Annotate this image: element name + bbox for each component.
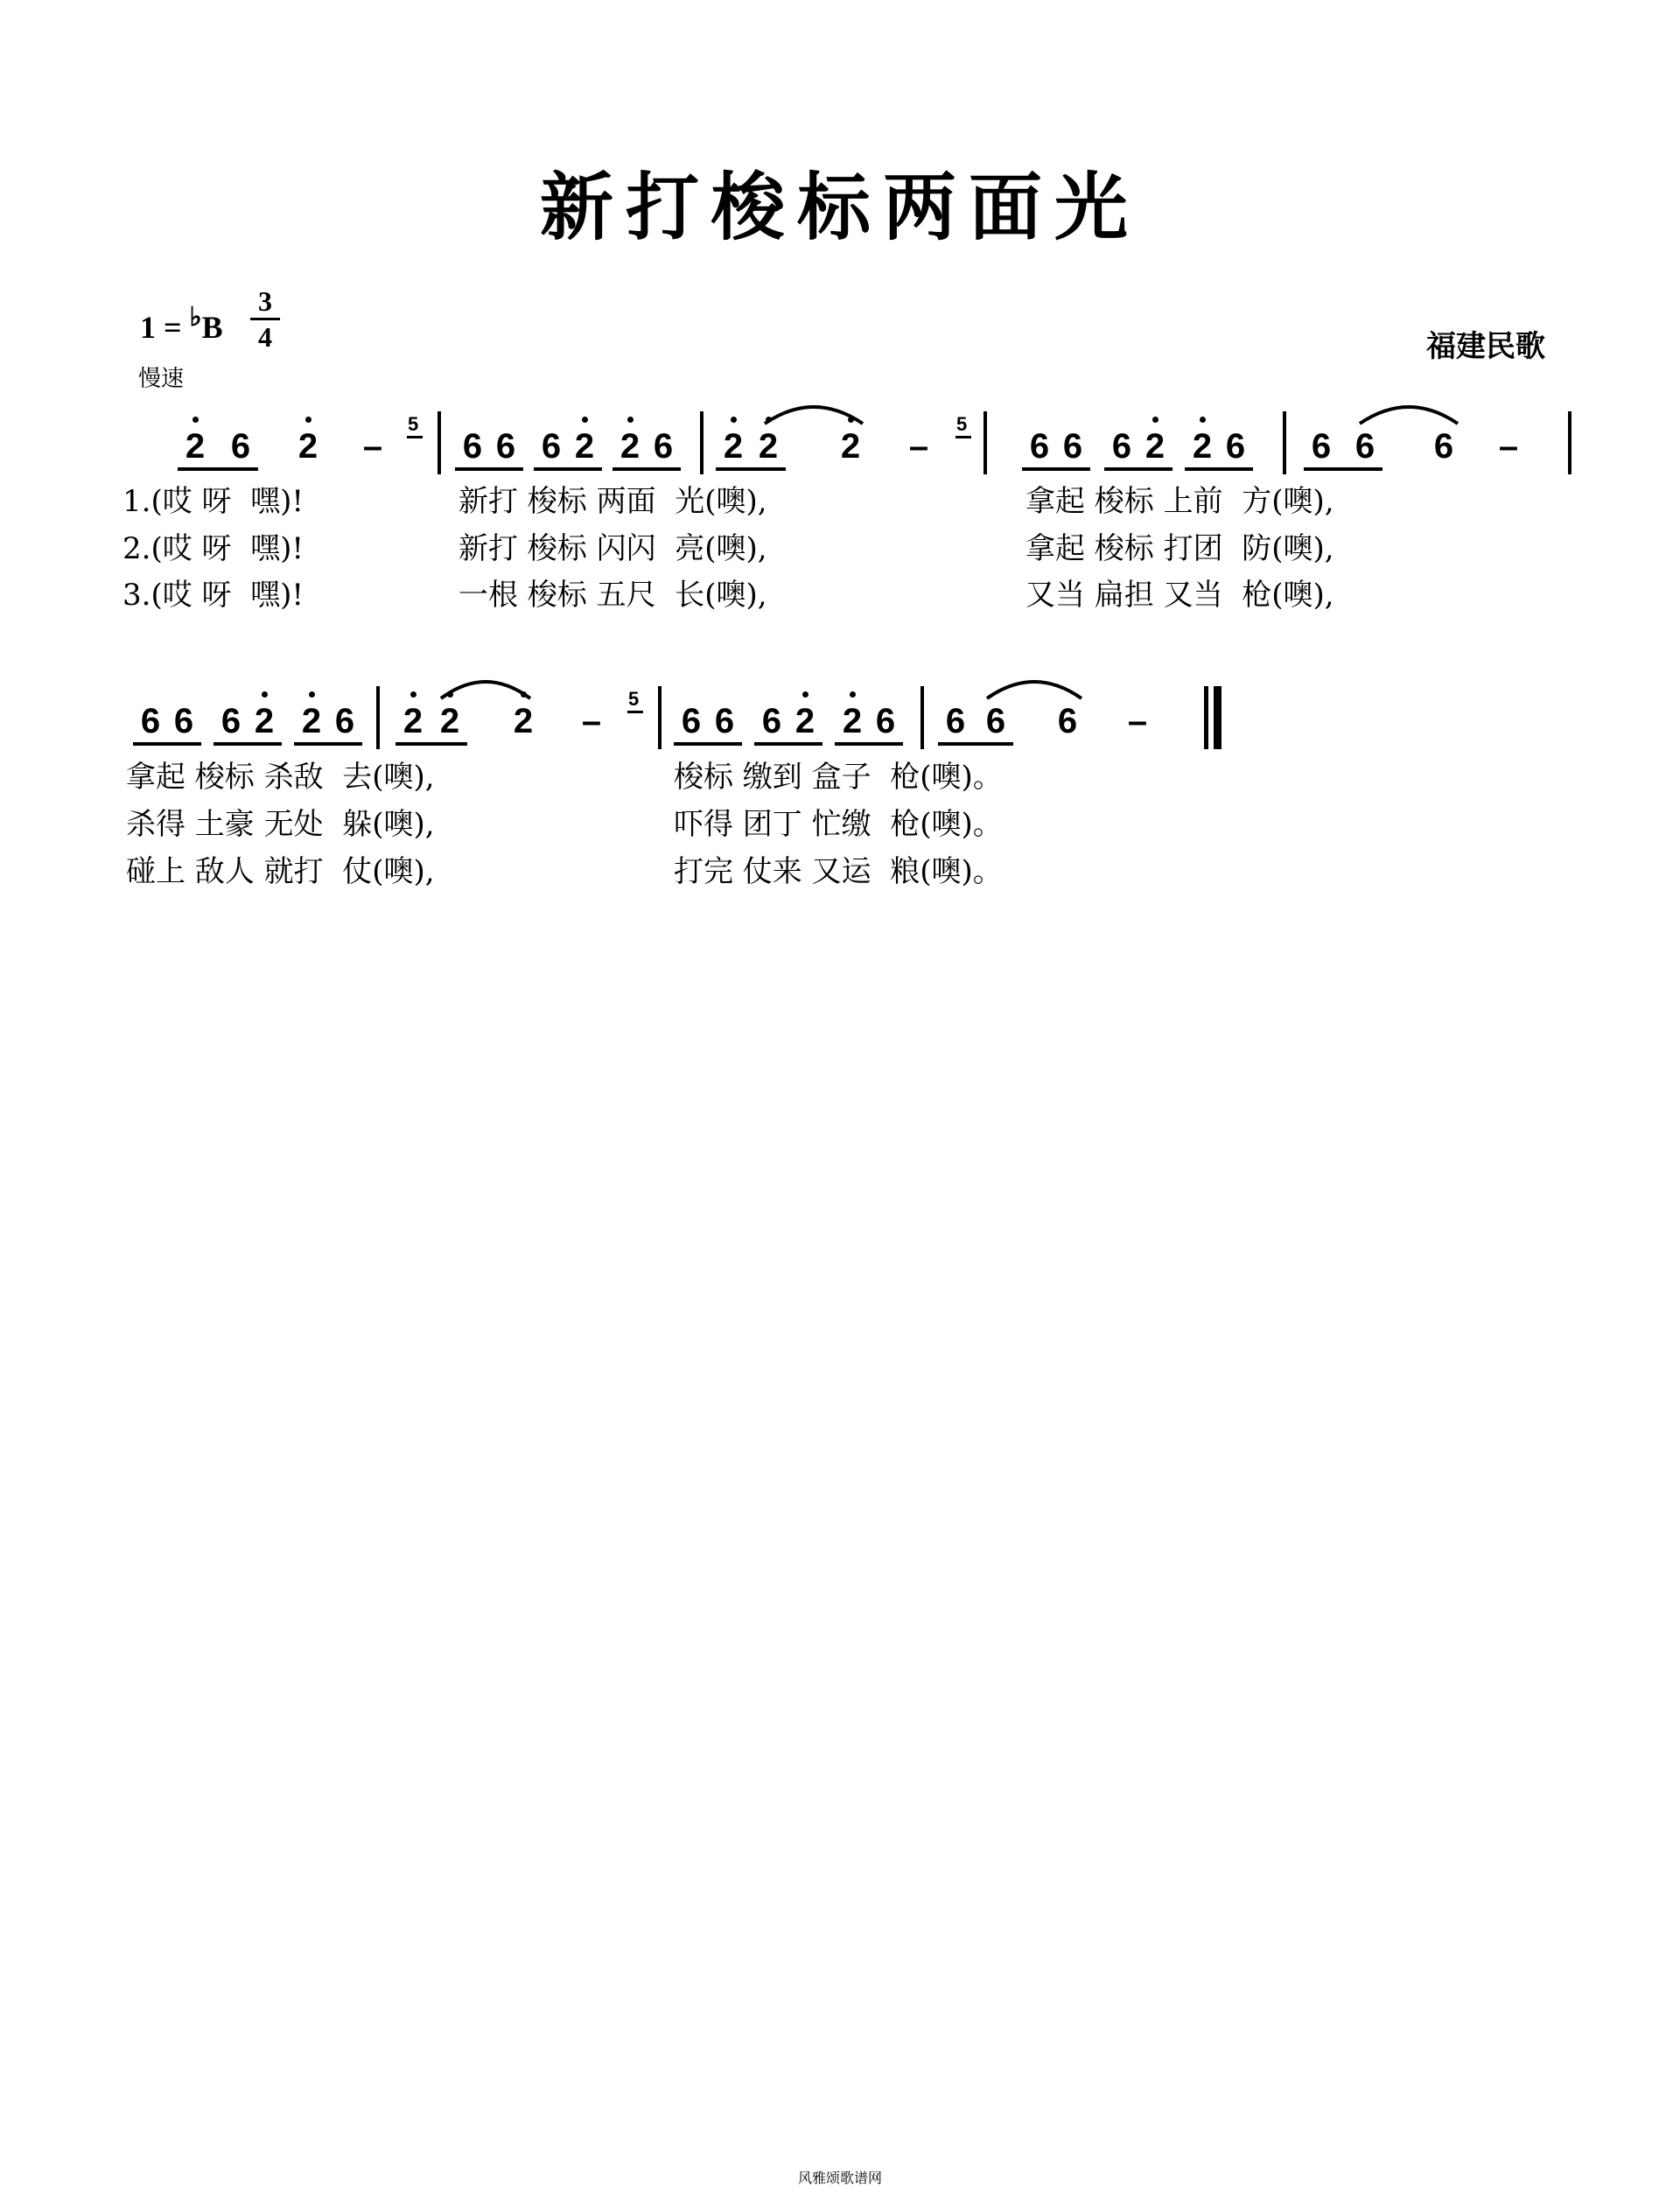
note: 2 <box>840 427 861 466</box>
lyric-phrase: 新打 梭标 闪闪 亮(噢), <box>458 531 767 566</box>
meter-top: 3 <box>258 285 272 317</box>
note: 6 <box>1062 427 1083 466</box>
lyric-intro: 2.(哎 呀 嘿)! <box>122 531 304 566</box>
octave-dot <box>802 691 808 698</box>
note: 2 <box>1144 427 1166 466</box>
lyric-intro: 3.(哎 呀 嘿)! <box>122 578 304 613</box>
note: – <box>1498 427 1519 466</box>
octave-dot <box>192 417 199 423</box>
note: – <box>908 427 929 466</box>
octave-dot <box>627 417 634 423</box>
octave-dot <box>850 691 856 698</box>
note: 2 <box>620 427 640 466</box>
note: 2 <box>842 702 863 740</box>
beam <box>1104 467 1172 471</box>
beam <box>674 742 742 746</box>
grace-beam <box>627 711 643 713</box>
beam <box>938 742 1013 746</box>
beam <box>835 742 903 746</box>
grace-beam <box>956 436 971 438</box>
octave-dot <box>262 691 268 698</box>
note: 6 <box>334 702 355 740</box>
barline <box>920 686 924 749</box>
grace-note: 5 <box>956 413 968 435</box>
note: – <box>581 702 602 740</box>
slur <box>1356 396 1461 427</box>
key-signature <box>140 302 223 346</box>
beam <box>455 467 523 471</box>
lyric-intro: 1.(哎 呀 嘿)! <box>122 484 304 519</box>
beam <box>178 467 258 471</box>
note: 6 <box>714 702 735 740</box>
composer: 福建民歌 <box>1426 329 1545 364</box>
note: 6 <box>1029 427 1050 466</box>
octave-dot <box>309 691 315 698</box>
lyric-phrase: 新打 梭标 两面 光(噢), <box>458 484 767 519</box>
beam <box>754 742 822 746</box>
beam <box>294 742 362 746</box>
grace-note: 5 <box>408 413 419 435</box>
note: 2 <box>439 702 460 740</box>
final-barline-thin <box>1204 686 1208 749</box>
note: 2 <box>513 702 534 740</box>
octave-dot <box>731 417 737 423</box>
note: 6 <box>495 427 516 466</box>
octave-dot <box>305 417 312 423</box>
note: 6 <box>653 427 674 466</box>
slur <box>438 670 534 702</box>
note: 6 <box>1354 427 1376 466</box>
barline <box>984 411 987 474</box>
note: 2 <box>185 427 206 466</box>
barline <box>438 411 441 474</box>
beam <box>396 742 467 746</box>
footer-watermark: 风雅颂歌谱网 <box>797 2170 882 2186</box>
note: 2 <box>402 702 424 740</box>
slur <box>984 670 1085 702</box>
meter-bottom: 4 <box>258 321 272 353</box>
lyric-phrase: 打完 仗来 又运 粮(噢)。 <box>674 854 1003 889</box>
note: 6 <box>1057 702 1078 740</box>
song-title: 新打梭标两面光 <box>539 164 1140 250</box>
octave-dot <box>1200 417 1206 423</box>
time-signature <box>250 285 280 353</box>
note: 2 <box>758 427 779 466</box>
note: 6 <box>761 702 782 740</box>
note: 6 <box>1311 427 1332 466</box>
note: – <box>1127 702 1148 740</box>
note: 2 <box>298 427 318 466</box>
barline <box>700 411 704 474</box>
beam <box>716 467 786 471</box>
note: 2 <box>301 702 322 740</box>
barline <box>376 686 380 749</box>
lyric-phrase: 一根 梭标 五尺 长(噢), <box>458 578 767 613</box>
lyric-phrase: 拿起 梭标 杀敌 去(噢), <box>126 760 435 795</box>
lyric-phrase: 吓得 团丁 忙缴 枪(噢)。 <box>674 807 1003 842</box>
lyric-phrase: 杀得 土豪 无处 躲(噢), <box>126 807 435 842</box>
note: 6 <box>220 702 242 740</box>
note: 2 <box>1192 427 1213 466</box>
note: 6 <box>1433 427 1454 466</box>
lyric-phrase: 又当 扁担 又当 枪(噢), <box>1026 578 1334 613</box>
note: 6 <box>875 702 896 740</box>
barline <box>1283 411 1286 474</box>
key-prefix: 1 = <box>140 310 190 345</box>
note: 2 <box>254 702 275 740</box>
note: 6 <box>681 702 702 740</box>
beam <box>1304 467 1382 471</box>
note: 6 <box>1225 427 1246 466</box>
note: 6 <box>173 702 194 740</box>
note: – <box>362 427 383 466</box>
note: 6 <box>230 427 251 466</box>
note: 6 <box>140 702 161 740</box>
lyric-phrase: 拿起 梭标 打团 防(噢), <box>1026 531 1334 566</box>
meter-line <box>250 318 280 320</box>
note: 2 <box>794 702 816 740</box>
note: 2 <box>723 427 744 466</box>
lyric-phrase: 拿起 梭标 上前 方(噢), <box>1026 484 1334 519</box>
slur <box>761 396 866 427</box>
octave-dot <box>410 691 416 698</box>
key-letter: B <box>201 310 223 345</box>
note: 6 <box>985 702 1006 740</box>
beam <box>612 467 681 471</box>
flat-sign: ♭ <box>189 303 202 332</box>
note: 6 <box>541 427 562 466</box>
note: 2 <box>574 427 595 466</box>
note: 6 <box>945 702 966 740</box>
tempo-marking: 慢速 <box>138 366 185 392</box>
final-barline-thick <box>1214 686 1222 749</box>
beam <box>1185 467 1253 471</box>
beam <box>1022 467 1090 471</box>
grace-note: 5 <box>628 688 640 710</box>
lyric-phrase: 碰上 敌人 就打 仗(噢), <box>126 854 435 889</box>
grace-beam <box>407 436 423 438</box>
octave-dot <box>1152 417 1158 423</box>
note: 6 <box>462 427 483 466</box>
note: 6 <box>1111 427 1132 466</box>
barline <box>658 686 662 749</box>
lyric-phrase: 梭标 缴到 盒子 枪(噢)。 <box>674 760 1003 795</box>
beam <box>534 467 602 471</box>
beam <box>214 742 282 746</box>
beam <box>133 742 201 746</box>
octave-dot <box>582 417 588 423</box>
barline <box>1568 411 1572 474</box>
